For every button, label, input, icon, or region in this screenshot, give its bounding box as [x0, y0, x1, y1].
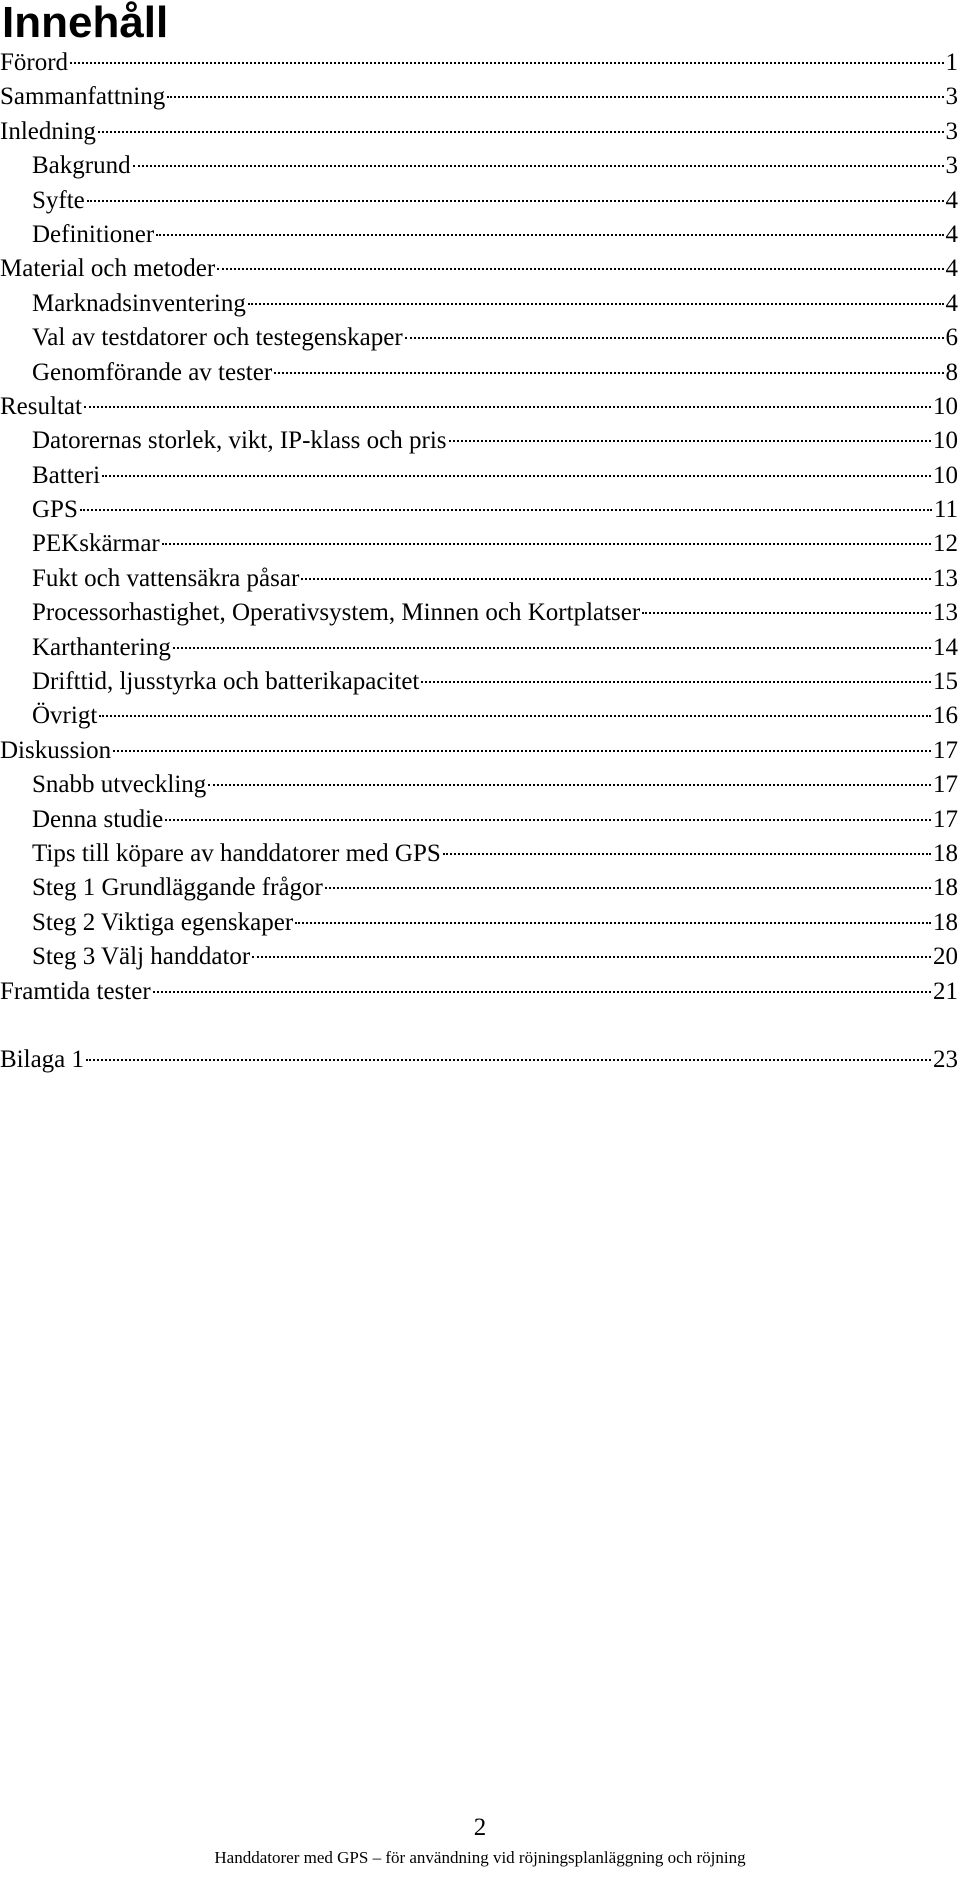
toc-entry-page: 16 [933, 702, 958, 730]
toc-entry-label: Steg 1 Grundläggande frågor [32, 874, 323, 902]
toc-entry-label: Resultat [0, 392, 82, 420]
toc-dot-leader [274, 372, 943, 374]
toc-entry-label: Övrigt [32, 702, 98, 730]
toc-dot-leader [153, 991, 931, 993]
toc-entry-page: 6 [945, 324, 958, 352]
toc-dot-leader [421, 681, 931, 683]
toc-dot-leader [87, 200, 944, 202]
toc-dot-leader [165, 819, 931, 821]
toc-entry[interactable] [0, 734, 958, 768]
toc-entry[interactable] [0, 493, 958, 527]
toc-entry-label: Inledning [0, 117, 96, 145]
toc-entry-label: Drifttid, ljusstyrka och batterikapacitet [32, 668, 420, 696]
toc-entry[interactable] [0, 218, 958, 252]
toc-entry-page: 23 [933, 1045, 958, 1073]
toc-entry[interactable] [0, 803, 958, 837]
toc-entry-page: 13 [933, 599, 958, 627]
toc-entry[interactable] [0, 46, 958, 80]
toc-entry[interactable] [0, 424, 958, 458]
toc-entry-label: Bakgrund [32, 152, 131, 180]
toc-dot-leader [102, 475, 931, 477]
toc-entry[interactable] [0, 115, 958, 149]
toc-entry[interactable] [0, 562, 958, 596]
toc-entry[interactable] [0, 906, 958, 940]
toc-dot-leader [173, 647, 931, 649]
toc-dot-leader [86, 1059, 931, 1061]
toc-entry-label: Framtida tester [0, 977, 151, 1005]
toc-dot-leader [252, 956, 931, 958]
toc-entry[interactable] [0, 527, 958, 561]
toc-dot-leader [325, 887, 931, 889]
toc-entry[interactable] [0, 768, 958, 802]
toc-entry[interactable] [0, 940, 958, 974]
toc-dot-leader [70, 62, 943, 64]
toc-entry-page: 3 [945, 152, 958, 180]
toc-title: Innehåll [2, 0, 169, 47]
toc-dot-leader [98, 131, 944, 133]
toc-entry-label: Marknadsinventering [32, 289, 246, 317]
toc-entry-page: 18 [933, 839, 958, 867]
toc-entry-page: 4 [945, 186, 958, 214]
toc-entry-page: 15 [933, 668, 958, 696]
toc-entry-label: Bilaga 1 [0, 1045, 85, 1073]
toc-entry-label: Denna studie [32, 805, 164, 833]
toc-dot-leader [113, 750, 931, 752]
toc-entry[interactable] [0, 837, 958, 871]
toc-entry-page: 18 [933, 908, 958, 936]
toc-entry-page: 4 [945, 220, 958, 248]
toc-entry-page: 17 [933, 805, 958, 833]
toc-entry-page: 10 [933, 392, 958, 420]
toc-entry-page: 1 [945, 49, 958, 76]
toc-entry[interactable] [0, 252, 958, 286]
toc-entry-label: Batteri [32, 461, 101, 489]
toc-entry-label: PEKskärmar [32, 530, 160, 558]
toc-entry-label: Steg 2 Viktiga egenskaper [32, 908, 294, 936]
toc-entry-label: Val av testdatorer och testegenskaper [32, 324, 403, 352]
running-footer: Handdatorer med GPS – för användning vid röjningsplanläggning och röjning [214, 1848, 746, 1867]
toc-entry-label: Processorhastighet, Operativsystem, Minnen och Kortplatser [32, 599, 641, 627]
toc-entry[interactable] [0, 390, 958, 424]
toc-entry[interactable] [0, 80, 958, 114]
toc-dot-leader [162, 543, 931, 545]
toc-entry-label: Datorernas storlek, vikt, IP-klass och pris [32, 427, 447, 455]
toc-dot-leader [208, 784, 931, 786]
toc-entry[interactable] [0, 459, 958, 493]
toc-dot-leader [295, 922, 931, 924]
toc-entry-page: 14 [933, 633, 958, 661]
toc-entry-label: Förord [0, 49, 69, 76]
toc-dot-leader [84, 406, 931, 408]
page-number: 2 [473, 1814, 487, 1841]
toc-entry-page: 8 [945, 358, 958, 386]
toc-dot-leader [405, 337, 944, 339]
toc-entry-label: Snabb utveckling [32, 771, 207, 799]
toc-entry-page: 11 [933, 496, 958, 524]
toc-entry-label: Tips till köpare av handdatorer med GPS [32, 839, 441, 867]
toc-entry[interactable] [0, 665, 958, 699]
toc-entry-label: Sammanfattning [0, 83, 166, 111]
toc-entry-label: Genomförande av tester [32, 358, 273, 386]
toc-entry-page: 21 [933, 977, 958, 1005]
toc-entry-label: Syfte [32, 186, 85, 214]
toc-dot-leader [443, 853, 931, 855]
toc-entry-page: 10 [933, 427, 958, 455]
toc-entry[interactable] [0, 871, 958, 905]
toc-dot-leader [301, 578, 931, 580]
toc-entry-page: 18 [933, 874, 958, 902]
toc-dot-leader [449, 440, 931, 442]
toc-entry-label: Karthantering [32, 633, 171, 661]
toc-entry[interactable] [0, 321, 958, 355]
toc-entry-page: 17 [933, 771, 958, 799]
toc-entry[interactable] [0, 631, 958, 665]
toc-list [0, 46, 958, 1077]
toc-dot-leader [156, 234, 943, 236]
toc-entry-label: Fukt och vattensäkra påsar [32, 564, 300, 592]
toc-entry-page: 20 [933, 943, 958, 971]
toc-entry[interactable] [0, 356, 958, 390]
toc-dot-leader [642, 612, 931, 614]
toc-dot-leader [217, 268, 943, 270]
toc-dot-leader [248, 303, 944, 305]
toc-entry-page: 3 [945, 117, 958, 145]
toc-dot-leader [167, 96, 943, 98]
toc-entry-label: Steg 3 Välj handdator [32, 943, 251, 971]
toc-entry[interactable] [0, 975, 958, 1009]
toc-entry-page: 4 [945, 289, 958, 317]
toc-entry[interactable] [0, 287, 958, 321]
toc-dot-leader [80, 509, 932, 511]
toc-entry[interactable] [0, 149, 958, 183]
toc-entry-page: 17 [933, 736, 958, 764]
toc-entry[interactable] [0, 596, 958, 630]
toc-entry-label: Diskussion [0, 736, 112, 764]
toc-entry-label: Definitioner [32, 220, 155, 248]
toc-entry-page: 3 [945, 83, 958, 111]
toc-entry[interactable] [0, 699, 958, 733]
toc-dot-leader [99, 715, 931, 717]
toc-entry-page: 12 [933, 530, 958, 558]
toc-dot-leader [133, 165, 944, 167]
toc-entry-page: 4 [945, 255, 958, 283]
toc-entry-label: GPS [32, 496, 78, 524]
toc-entry-page: 13 [933, 564, 958, 592]
toc-entry[interactable] [0, 184, 958, 218]
toc-entry-label: Material och metoder [0, 255, 216, 283]
toc-entry[interactable] [0, 1043, 958, 1077]
toc-entry-page: 10 [933, 461, 958, 489]
